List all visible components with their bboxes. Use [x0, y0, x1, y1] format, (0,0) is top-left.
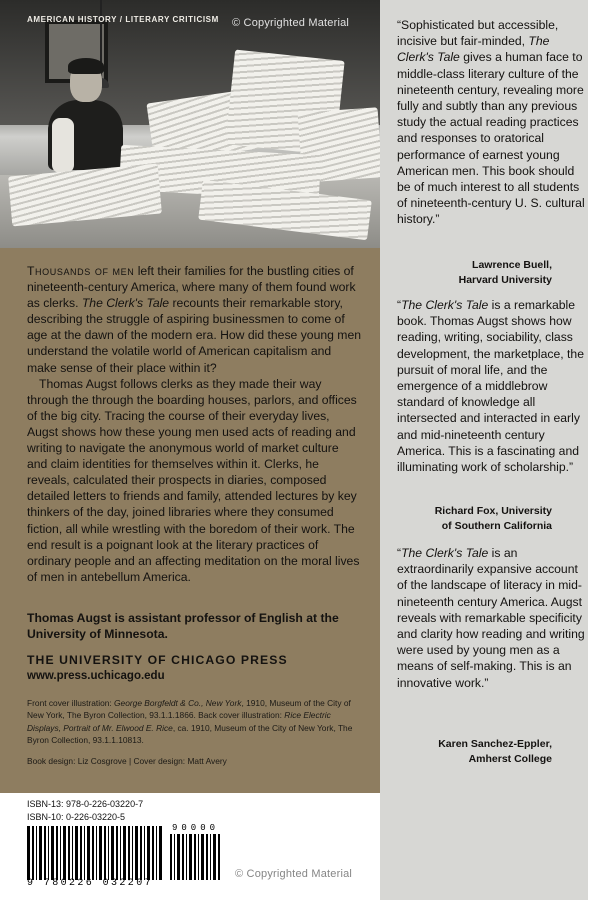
barcode-bar [116, 826, 118, 880]
illustration-credits: Front cover illustration: George Borgfeldt & Co., New York, 1910, Museum of the City of New York, The Byron Collection, 93.1.1.1866. Back cover illustration: Rice Electric Displays, Portrait of Mr. Elwood E. Rice, ca. 1910, Museum of the City of New York, The Byron Collection, 93.1.1.10813. [27, 698, 353, 745]
barcode-bar [99, 826, 102, 880]
isbn-block [27, 798, 143, 824]
lead-in: Thousands of men [27, 264, 135, 278]
description-blurb: Thousands of men left their families for the bustling cities of nineteenth-century America, where many of them found work as clerks. The Clerk's Tale recounts their remarkable story, describing the struggle of aspiring businessmen to come of age at the dawn of the modern era. How did these young men understand the volatile world of American capitalism and make sense of their place within it? Thomas Augst follows clerks as they made their way through the through the boarding houses, parlors, and offices of the big city. Tracing the course of their everyday lives, Augst shows how these young men used acts of reading and writing to navigate the anonymous world of market culture and claim identities for themselves within it. Clerks, he reveals, calculated their prospects in diaries, composed detailed letters to friends and family, attended lectures by key thinkers of the day, joined libraries where they consumed fiction, all while wrestling with the boredom of their work. The end result is a poignant look at the literary practices of ordinary people and an affecting meditation on the moral lives of men in antebellum America. [27, 264, 362, 584]
barcode-bar [152, 826, 154, 880]
category-label: AMERICAN HISTORY / LITERARY CRITICISM [27, 15, 219, 24]
barcode-bar [140, 826, 142, 880]
barcode-bar [135, 826, 138, 880]
barcode-bar [177, 834, 180, 880]
barcode-bar [182, 834, 184, 880]
barcode-bar [218, 834, 220, 880]
barcode-bar [39, 826, 42, 880]
barcode-bar [80, 826, 82, 880]
barcode-bar [194, 834, 196, 880]
barcode-bar [63, 826, 66, 880]
barcode-bar [75, 826, 78, 880]
barcode-bar [132, 826, 133, 880]
barcode-bar [44, 826, 46, 880]
barcode-bar [201, 834, 204, 880]
barcode-digits: 9 780226 032207 [27, 878, 154, 889]
barcode-bar [189, 834, 192, 880]
barcode-bar [123, 826, 126, 880]
barcode-bar [96, 826, 97, 880]
praise-quote-2: “The Clerk's Tale is a remarkable book. Thomas Augst shows how reading, writing, sociability, class development, the marketplace, the pursuit of moral life, and the emergence of a middlebrow standard of knowledge all intersected and interacted in early and mid-nineteenth century America. This is a fascinating and illuminating work of scholarship.” [397, 298, 584, 475]
praise-quote-1: “Sophisticated but accessible, incisive but fair-minded, The Clerk's Tale gives a human face to middle-class literary culture of the nineteenth century, revealing more fully and subtly than any previous study the actual reading practices and responses to oratorical performance of earnest young American men. This book should be of much interest to all students of nineteenth-century U. S. cultural history.” [397, 18, 585, 227]
barcode-addon-digits: 90000 [172, 823, 220, 833]
barcode-bar [198, 834, 199, 880]
barcode-bar [159, 826, 162, 880]
barcode-bar [56, 826, 58, 880]
quote-attribution-2: Richard Fox, University of Southern California [434, 505, 552, 532]
barcode-bar [68, 826, 70, 880]
publisher-name: THE UNIVERSITY OF CHICAGO PRESS [27, 653, 288, 667]
book-title: The Clerk's Tale [81, 296, 170, 311]
barcode-bar [213, 834, 216, 880]
isbn-10: ISBN-10: 0-226-03220-5 [27, 812, 126, 822]
barcode-bar [104, 826, 106, 880]
barcode-bar [84, 826, 85, 880]
praise-quote-3: “The Clerk's Tale is an extraordinarily expansive account of the landscape of literacy in mid-nineteenth century America. Augst reveals with remarkable specificity and clarity how reading and writing were used by young men as a means of self-making. This is an innovative work.” [397, 546, 585, 690]
barcode-bar [186, 834, 187, 880]
barcode-bar [108, 826, 109, 880]
barcode-bar [144, 826, 145, 880]
barcode-bar [210, 834, 211, 880]
barcode-bar [36, 826, 37, 880]
barcode-bar [72, 826, 73, 880]
barcode-bar [120, 826, 121, 880]
publisher-url: www.press.uchicago.edu [27, 670, 165, 682]
barcode-bar [48, 826, 49, 880]
barcode-bar [206, 834, 208, 880]
isbn-13: ISBN-13: 978-0-226-03220-7 [27, 799, 144, 809]
barcode-bar [128, 826, 130, 880]
barcode-bar [174, 834, 175, 880]
barcode-bar [156, 826, 157, 880]
barcode-bar [170, 834, 172, 880]
barcode-bar [32, 826, 34, 880]
barcode-bar [92, 826, 94, 880]
copyright-watermark-bottom: © Copyrighted Material [235, 868, 353, 880]
quote-attribution-1: Lawrence Buell, Harvard University [458, 259, 552, 286]
cover-photo-clerk-at-desk [0, 0, 380, 248]
author-bio: Thomas Augst is assistant professor of English at the University of Minnesota. [27, 611, 339, 641]
copyright-watermark: © Copyrighted Material [232, 17, 350, 29]
design-credits: Book design: Liz Cosgrove | Cover design: Matt Avery [27, 756, 227, 766]
barcode-bar [87, 826, 90, 880]
blurb-paragraph-2: Thomas Augst follows clerks as they made their way through the through the boarding houses, parlors, and offices of the big city. Tracing the course of their everyday lives, Augst shows how these young men used acts of reading and writing to navigate the anonymous world of market culture and claim identities for themselves within it. Clerks, he reveals, calculated their prospects in diaries, composed detailed letters to friends and family, attended lectures by key thinkers of the day, joined libraries where they consumed fiction, all while wrestling with the boredom of their work. The end result is a poignant look at the literary practices of ordinary people and an affecting meditation on the moral lives of men in antebellum America. [27, 376, 360, 584]
quote-attribution-3: Karen Sanchez-Eppler, Amherst College [438, 738, 552, 765]
barcode-bar [51, 826, 54, 880]
barcode-bar [27, 826, 30, 880]
barcode-bar [147, 826, 150, 880]
barcode-bar [60, 826, 61, 880]
barcode-bar [111, 826, 114, 880]
